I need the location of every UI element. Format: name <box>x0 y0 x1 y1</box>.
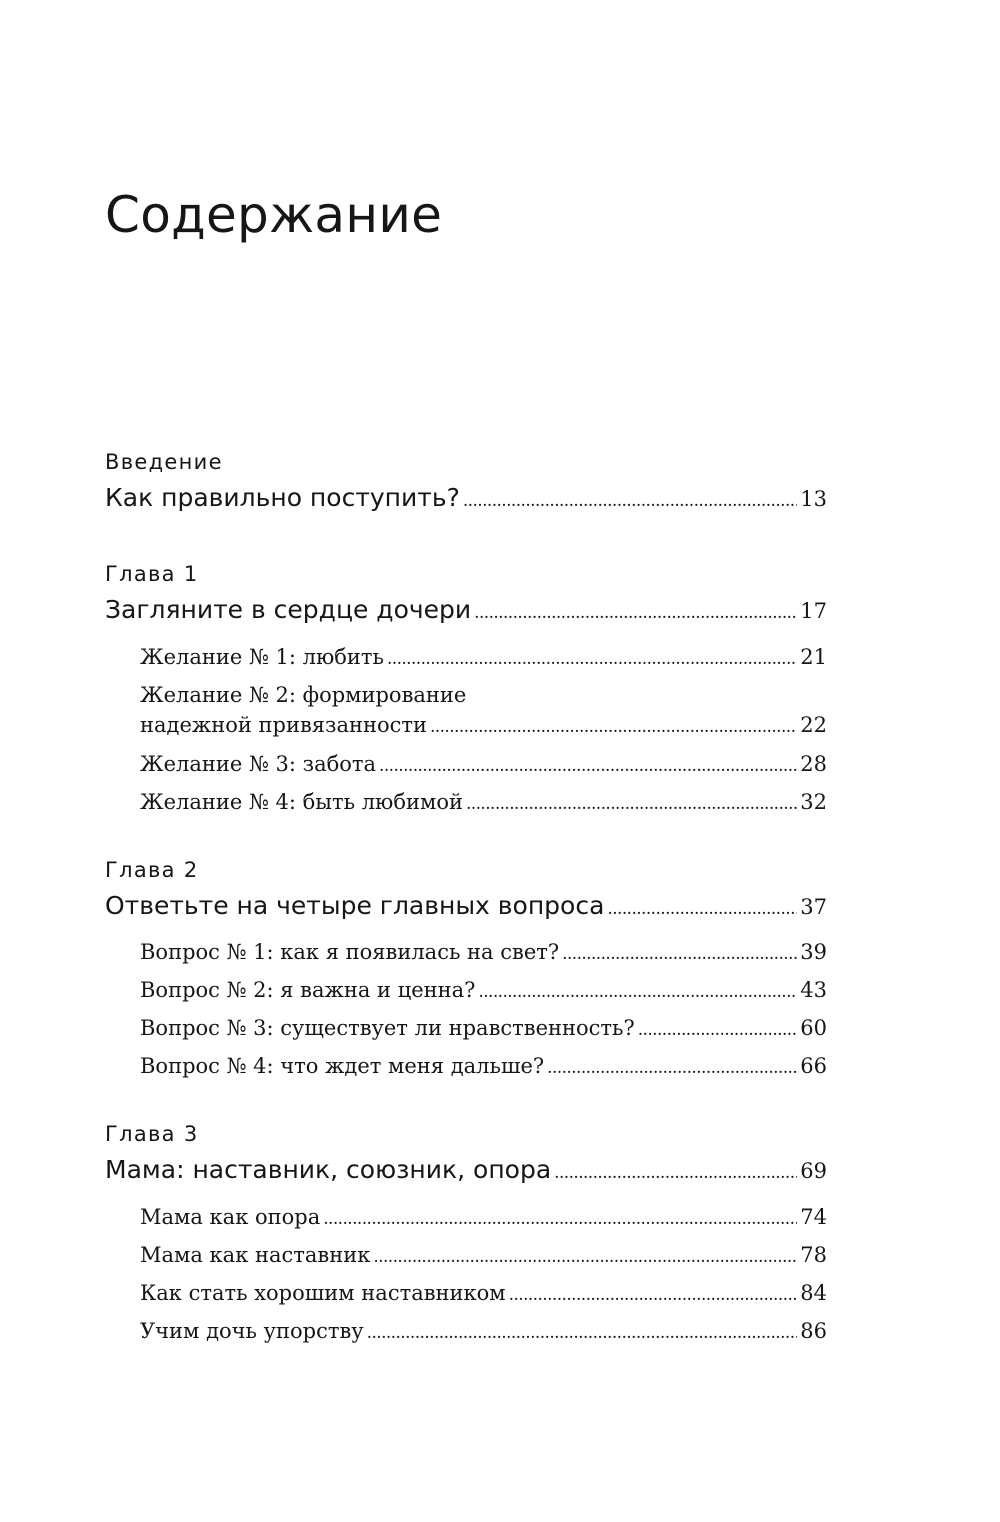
toc-entry-page: 13 <box>800 487 827 511</box>
toc-entry-chapter-1[interactable] <box>105 597 827 622</box>
toc-subentry-title: Как стать хорошим наставником <box>140 1281 506 1305</box>
dot-leader <box>638 1018 798 1039</box>
dot-leader <box>478 980 797 1001</box>
chapter-2-label: Глава 2 <box>105 858 199 882</box>
toc-subentry-title: Вопрос № 4: что ждет меня дальше? <box>140 1054 545 1078</box>
dot-leader <box>474 597 797 622</box>
toc-subentry[interactable] <box>140 980 827 1001</box>
toc-subentry[interactable] <box>140 1056 827 1077</box>
toc-subentry[interactable] <box>140 942 827 963</box>
dot-leader <box>554 1157 797 1182</box>
toc-subentry-page: 84 <box>800 1281 827 1305</box>
toc-entry-page: 17 <box>800 599 827 623</box>
toc-subentry-page: 66 <box>800 1054 827 1078</box>
dot-leader <box>367 1321 798 1342</box>
toc-subentry-line1[interactable]: Желание № 2: формирование <box>140 683 467 707</box>
toc-subentry-page: 74 <box>800 1205 827 1229</box>
intro-label: Введение <box>105 450 223 474</box>
toc-entry-intro[interactable] <box>105 485 827 510</box>
dot-leader <box>466 792 797 813</box>
toc-subentry[interactable] <box>140 647 827 668</box>
toc-subentry[interactable] <box>140 715 827 736</box>
toc-subentry-page: 78 <box>800 1243 827 1267</box>
dot-leader <box>430 715 797 736</box>
toc-subentry-page: 39 <box>800 940 827 964</box>
toc-subentry-page: 86 <box>800 1319 827 1343</box>
toc-entry-page: 69 <box>800 1159 827 1183</box>
toc-subentry-page: 43 <box>800 978 827 1002</box>
toc-entry-title: Как правильно поступить? <box>105 483 460 512</box>
toc-entry-chapter-3[interactable] <box>105 1157 827 1182</box>
dot-leader <box>379 754 797 775</box>
toc-subentry-title: Учим дочь упорству <box>140 1319 364 1343</box>
toc-entry-title: Ответьте на четыре главных вопроса <box>105 891 605 920</box>
toc-subentry-page: 22 <box>800 713 827 737</box>
toc-subentry[interactable] <box>140 1321 827 1342</box>
toc-entry-page: 37 <box>800 895 827 919</box>
toc-subentry-title: Желание № 3: забота <box>140 752 377 776</box>
chapter-3-label: Глава 3 <box>105 1122 199 1146</box>
toc-entry-title: Загляните в сердце дочери <box>105 595 472 624</box>
toc-subentry[interactable] <box>140 1207 827 1228</box>
dot-leader <box>323 1207 797 1228</box>
toc-subentry[interactable] <box>140 1018 827 1039</box>
dot-leader <box>463 485 797 510</box>
toc-subentry-title: Вопрос № 1: как я появилась на свет? <box>140 940 560 964</box>
toc-subentry-title: Вопрос № 2: я важна и ценна? <box>140 978 476 1002</box>
toc-subentry-title: Мама как опора <box>140 1205 321 1229</box>
toc-subentry-title: Желание № 4: быть любимой <box>140 790 463 814</box>
toc-subentry[interactable] <box>140 754 827 775</box>
toc-subentry-page: 32 <box>800 790 827 814</box>
toc-subentry[interactable] <box>140 1245 827 1266</box>
dot-leader <box>387 647 797 668</box>
toc-subentry-page: 60 <box>800 1016 827 1040</box>
chapter-1-label: Глава 1 <box>105 562 199 586</box>
toc-subentry-title: надежной привязанности <box>140 713 427 737</box>
page-title: Содержание <box>105 186 443 244</box>
dot-leader <box>607 893 797 918</box>
dot-leader <box>373 1245 797 1266</box>
toc-subentry-page: 21 <box>800 645 827 669</box>
toc-subentry-title: Желание № 1: любить <box>140 645 384 669</box>
toc-subentry-page: 28 <box>800 752 827 776</box>
toc-subentry-title: Мама как наставник <box>140 1243 371 1267</box>
dot-leader <box>509 1283 798 1304</box>
dot-leader <box>562 942 797 963</box>
dot-leader <box>547 1056 797 1077</box>
toc-entry-chapter-2[interactable] <box>105 893 827 918</box>
toc-subentry-title: Вопрос № 3: существует ли нравственность? <box>140 1016 635 1040</box>
toc-subentry[interactable] <box>140 792 827 813</box>
toc-entry-title: Мама: наставник, союзник, опора <box>105 1155 552 1184</box>
toc-subentry[interactable] <box>140 1283 827 1304</box>
